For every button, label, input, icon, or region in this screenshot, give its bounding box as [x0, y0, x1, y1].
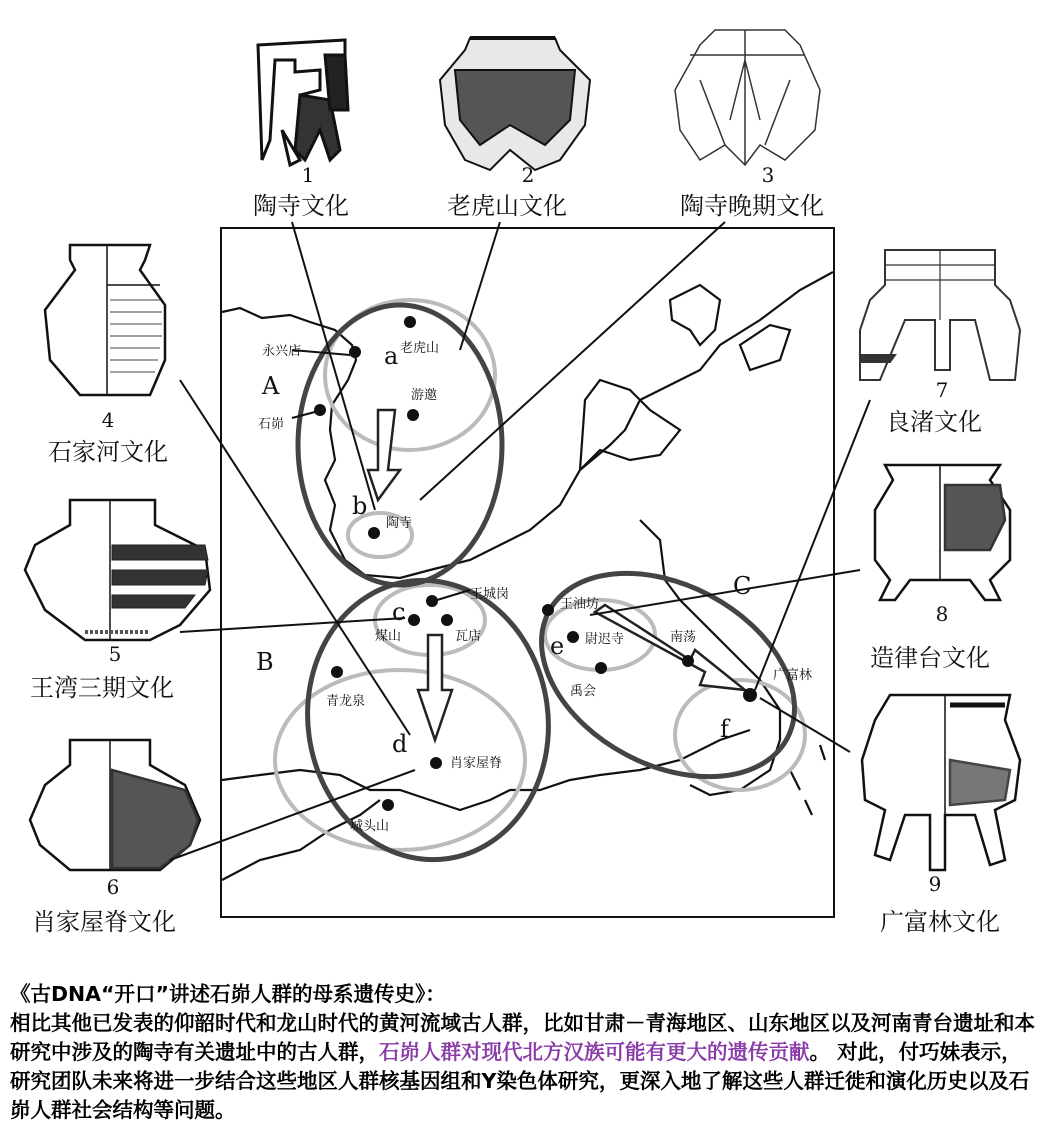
vessel-6-culture: 肖家屋脊文化: [32, 908, 176, 936]
vessel-7-culture: 良渚文化: [886, 408, 982, 436]
cluster-label-b: b: [352, 492, 368, 520]
vessel-4-number: 4: [101, 408, 115, 432]
caption-text-2: 。 对此，付巧妹表示，研究团队未来将进一步结合这些地区人群核基因组和Y染色体研究，更深入地了解这些人群迁徙和演化历史以及石峁人群社会结构等问题。: [10, 1040, 1030, 1122]
site-nandang: 南荡: [670, 630, 697, 645]
article-caption: [10, 980, 1042, 1125]
site-taosi: 陶寺: [386, 516, 413, 531]
site-xiaojiawuji: 肖家屋脊: [450, 756, 503, 771]
vessel-7-number: 7: [935, 378, 949, 402]
vessel-7-drawing: [860, 250, 1020, 380]
vessel-2-culture: 老虎山文化: [447, 192, 567, 220]
vessel-3-number: 3: [761, 163, 775, 187]
vessel-1-drawing: [258, 40, 348, 165]
vessel-1-culture: 陶寺文化: [253, 192, 349, 220]
vessel-6-drawing: [30, 740, 200, 870]
vessel-3-drawing: [675, 30, 820, 165]
caption-text-1: 相比其他已发表的仰韶时代和龙山时代的黄河流域古人群，比如甘肃－青海地区、山东地区以及河南青台遗址和本研究中涉及的陶寺有关遗址中的古人群，: [10, 1011, 1035, 1064]
site-qinglongquan: 青龙泉: [326, 694, 366, 709]
vessel-8-drawing: [875, 465, 1010, 600]
vessel-9-drawing: [862, 695, 1020, 870]
caption-highlight: 石峁人群对现代北方汉族可能有更大的遗传贡献: [379, 1040, 810, 1064]
site-yongxingdian: 永兴店: [262, 344, 302, 359]
cluster-label-a: a: [384, 342, 399, 370]
site-youyao: 游邀: [411, 388, 438, 403]
vessel-5-culture: 王湾三期文化: [30, 674, 174, 702]
vessel-6-number: 6: [106, 875, 120, 899]
cluster-label-e: e: [550, 632, 565, 660]
region-label-b: B: [256, 648, 274, 676]
site-chengtoushan: 城头山: [350, 819, 390, 834]
vessel-4-culture: 石家河文化: [48, 438, 168, 466]
site-laohushan: 老虎山: [400, 341, 440, 356]
vessel-3-culture: 陶寺晚期文化: [680, 192, 824, 220]
region-label-a: A: [262, 372, 280, 400]
site-guangfulin: 广富林: [773, 668, 813, 683]
cluster-label-f: f: [720, 715, 729, 743]
region-label-c: C: [733, 572, 752, 600]
site-yuchisi: 尉迟寺: [585, 632, 625, 647]
vessel-9-number: 9: [928, 872, 942, 896]
caption-body: [10, 1009, 1042, 1125]
cluster-label-d: d: [392, 730, 408, 758]
vessel-5-drawing: [25, 500, 210, 640]
site-wadian: 瓦店: [455, 629, 482, 644]
cluster-label-c: c: [392, 598, 406, 626]
vessel-9-culture: 广富林文化: [880, 908, 1000, 936]
site-wangchenggang: 王城岗: [470, 587, 510, 602]
caption-title: 《古DNA“开口”讲述石峁人群的母系遗传史》：: [10, 982, 446, 1006]
vessel-1-number: 1: [301, 163, 315, 187]
site-meishan: 煤山: [375, 629, 402, 644]
vessel-4-drawing: [45, 245, 165, 395]
vessel-2-number: 2: [521, 163, 535, 187]
vessel-2-drawing: [440, 38, 590, 170]
vessel-8-number: 8: [935, 602, 949, 626]
site-shimao: 石峁: [258, 417, 285, 432]
vessel-8-culture: 造律台文化: [870, 644, 990, 672]
vessel-5-number: 5: [108, 642, 122, 666]
site-wangyoufang: 王油坊: [560, 597, 600, 612]
site-yuhui: 禹会: [570, 684, 597, 699]
